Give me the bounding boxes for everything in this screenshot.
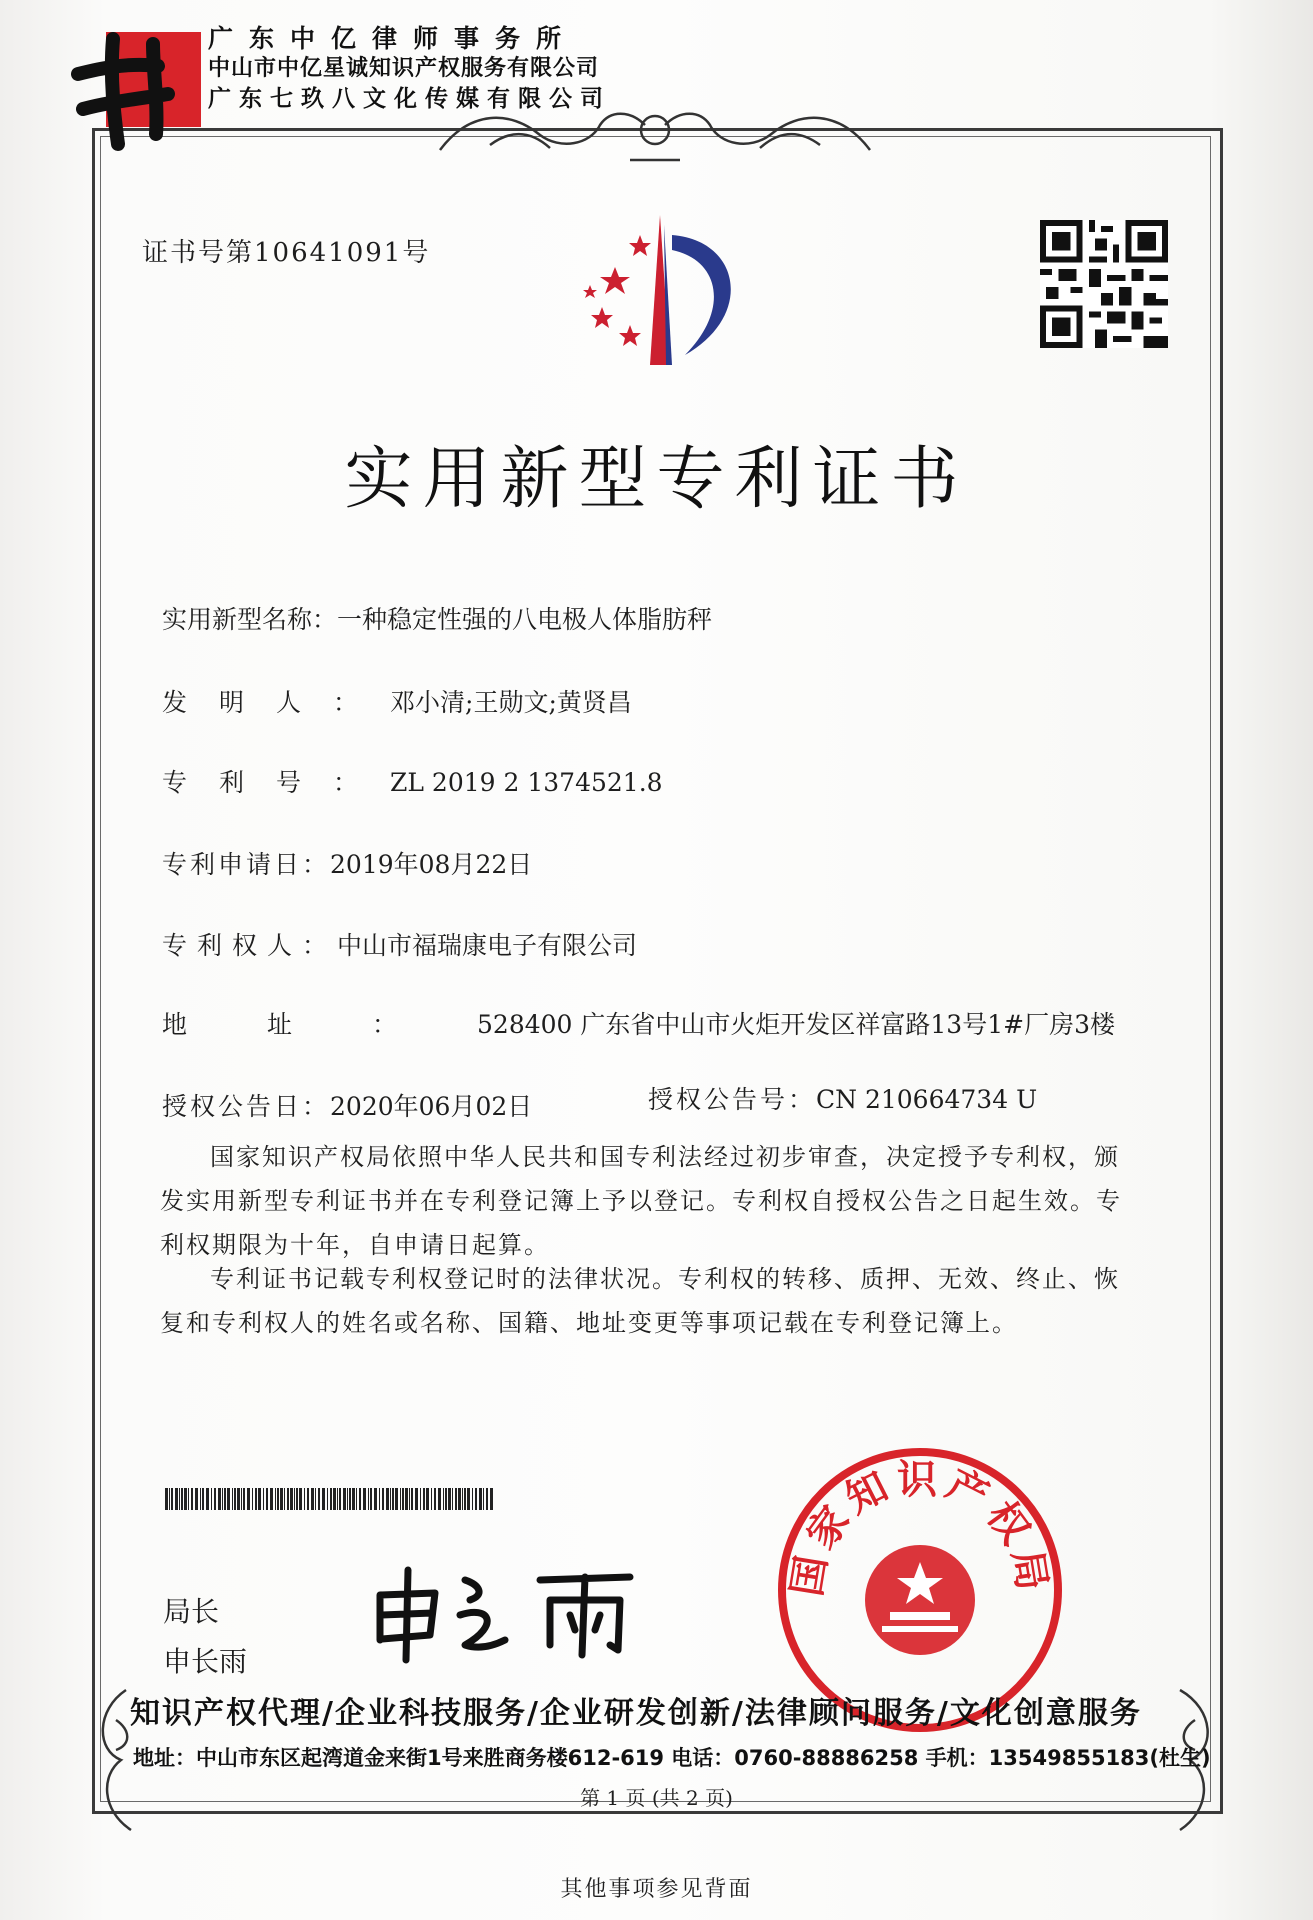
barcode-bar	[423, 1488, 425, 1510]
barcode-bar	[368, 1488, 369, 1510]
barcode-bar	[175, 1488, 178, 1510]
field-label: 地址：	[162, 1010, 478, 1039]
barcode-bar	[409, 1488, 410, 1510]
barcode-bar	[214, 1488, 216, 1510]
barcode-bar	[426, 1488, 429, 1510]
page-title: 实用新型专利证书	[344, 440, 969, 519]
field-inventor	[162, 683, 632, 719]
barcode-bar	[202, 1488, 204, 1510]
barcode-bar	[287, 1488, 289, 1510]
director-title: 局长	[163, 1595, 220, 1628]
barcode-bar	[243, 1488, 245, 1510]
director-name: 申长雨	[163, 1645, 248, 1678]
barcode-bar	[438, 1488, 441, 1510]
barcode-bar	[299, 1488, 302, 1510]
field-label: 授权公告号：	[648, 1085, 817, 1114]
barcode-bar	[290, 1488, 293, 1510]
barcode-bar	[390, 1488, 391, 1510]
barcode-bar	[455, 1488, 457, 1510]
barcode-bar	[206, 1488, 209, 1510]
director-signature-icon	[370, 1555, 670, 1665]
barcode-bar	[382, 1488, 384, 1510]
barcode-bar	[188, 1488, 189, 1510]
agency-logo-icon	[58, 14, 208, 154]
barcode-bar	[224, 1488, 226, 1510]
barcode-bar	[402, 1488, 404, 1510]
barcode-bar	[304, 1488, 305, 1510]
field-value: 2019年08月22日	[330, 850, 533, 879]
barcode-bar	[363, 1488, 366, 1510]
barcode-bar	[405, 1488, 408, 1510]
barcode-bar	[294, 1488, 295, 1510]
field-label: 实用新型名称：	[162, 605, 338, 634]
field-value: 2020年06月02日	[330, 1092, 533, 1121]
field-label: 专利申请日：	[162, 850, 331, 879]
cnipa-emblem-icon	[560, 205, 760, 375]
barcode-bar	[472, 1488, 473, 1510]
barcode-bar	[420, 1488, 421, 1510]
barcode-bar	[339, 1488, 341, 1510]
field-patentee	[162, 926, 637, 962]
barcode-bar	[458, 1488, 461, 1510]
field-value: 邓小清;王勋文;黄贤昌	[390, 688, 632, 717]
barcode-bar	[411, 1488, 413, 1510]
barcode-bar	[464, 1488, 466, 1510]
barcode-bar	[443, 1488, 444, 1510]
barcode-bar	[370, 1488, 372, 1510]
barcode-bar	[181, 1488, 183, 1510]
field-label: 授权公告日：	[162, 1092, 331, 1121]
barcode-bar	[237, 1488, 240, 1510]
barcode-bar	[307, 1488, 309, 1510]
barcode-bar	[318, 1488, 320, 1510]
barcode-bar	[277, 1488, 279, 1510]
barcode-bar	[392, 1488, 394, 1510]
field-patent-number	[162, 763, 663, 799]
barcode-bar	[462, 1488, 463, 1510]
body-paragraph-2: 专利证书记载专利权登记时的法律状况。专利权的转移、质押、无效、终止、恢复和专利权人的姓名或名称、国籍、地址变更等事项记载在专利登记簿上。	[160, 1265, 1120, 1337]
field-label: 专利号：	[162, 768, 391, 797]
barcode-bar	[337, 1488, 338, 1510]
barcode-bar	[483, 1488, 484, 1510]
barcode-bar	[374, 1488, 377, 1510]
barcode-bar	[284, 1488, 285, 1510]
field-label: 发明人：	[162, 688, 391, 717]
barcode-bar	[218, 1488, 221, 1510]
back-note: 其他事项参见背面	[560, 1877, 753, 1902]
certificate-number: 证书号第10641091号	[142, 238, 431, 268]
barcode-bar	[467, 1488, 470, 1510]
barcode-bar	[169, 1488, 170, 1510]
agency-contact-line: 地址：中山市东区起湾道金来街1号来胜商务楼612-619 电话：0760-88886258 手机：13549855183(杜生)	[133, 1746, 1211, 1770]
barcode-bar	[263, 1488, 264, 1510]
barcode-bar	[330, 1488, 332, 1510]
barcode-bar	[227, 1488, 230, 1510]
field-publication-date	[162, 1087, 532, 1123]
field-publication-number	[648, 1080, 1037, 1116]
barcode-bar	[431, 1488, 432, 1510]
barcode-bar	[347, 1488, 348, 1510]
agency-service-banner: 知识产权代理/企业科技服务/企业研发创新/法律顾问服务/文化创意服务	[130, 1696, 1142, 1731]
barcode-bar	[234, 1488, 236, 1510]
page-number: 第 1 页 (共 2 页)	[580, 1786, 733, 1810]
barcode-bar	[195, 1488, 198, 1510]
barcode-bar	[415, 1488, 418, 1510]
barcode-bar	[359, 1488, 361, 1510]
barcode-bar	[211, 1488, 212, 1510]
agency-header	[208, 24, 611, 114]
barcode-bar	[379, 1488, 380, 1510]
barcode-bar	[191, 1488, 193, 1510]
barcode-bar	[349, 1488, 351, 1510]
barcode-bar	[200, 1488, 201, 1510]
barcode-bar	[486, 1488, 488, 1510]
barcode-bar	[275, 1488, 276, 1510]
barcode-bar	[232, 1488, 233, 1510]
barcode-bar	[179, 1488, 180, 1510]
field-address	[162, 1005, 1115, 1041]
barcode-bar	[448, 1488, 451, 1510]
barcode-bar	[171, 1488, 173, 1510]
field-value: 中山市福瑞康电子有限公司	[337, 931, 638, 960]
barcode-bar	[356, 1488, 357, 1510]
barcode-bar	[165, 1488, 168, 1510]
barcode-bar	[222, 1488, 223, 1510]
seal-text: 国家知识产权局	[784, 1456, 1056, 1600]
barcode-bar	[311, 1488, 314, 1510]
qr-code-icon	[1040, 220, 1168, 348]
barcode-bar	[322, 1488, 325, 1510]
barcode-bar	[343, 1488, 346, 1510]
barcode-bar	[247, 1488, 250, 1510]
barcode-bar	[327, 1488, 328, 1510]
barcode-bar	[445, 1488, 447, 1510]
barcode-bar	[280, 1488, 283, 1510]
barcode-bar	[241, 1488, 242, 1510]
agency-line-2: 中山市中亿星诚知识产权服务有限公司	[208, 56, 600, 81]
field-value: 一种稳定性强的八电极人体脂肪秤	[337, 605, 713, 634]
field-application-date	[162, 845, 532, 881]
barcode-bar	[434, 1488, 436, 1510]
barcode-bar	[490, 1488, 493, 1510]
barcode-bar	[400, 1488, 401, 1510]
barcode-icon	[165, 1488, 495, 1510]
field-value: CN 210664734 U	[816, 1085, 1038, 1114]
barcode-bar	[296, 1488, 298, 1510]
barcode-bar	[184, 1488, 187, 1510]
field-value: 528400 广东省中山市火炬开发区祥富路13号1#厂房3楼	[477, 1010, 1115, 1039]
field-utility-model-name	[162, 600, 712, 636]
barcode-bar	[270, 1488, 273, 1510]
barcode-bar	[333, 1488, 336, 1510]
barcode-bar	[266, 1488, 268, 1510]
barcode-bar	[255, 1488, 257, 1510]
barcode-bar	[395, 1488, 398, 1510]
field-value: ZL 2019 2 1374521.8	[390, 768, 663, 797]
body-paragraph-1: 国家知识产权局依照中华人民共和国专利法经过初步审查，决定授予专利权，颁发实用新型专利证书并在专利登记簿上予以登记。专利权自授权公告之日起生效。专利权期限为十年，自申请日起算。	[160, 1143, 1122, 1259]
barcode-bar	[352, 1488, 355, 1510]
barcode-bar	[386, 1488, 389, 1510]
barcode-bar	[479, 1488, 482, 1510]
barcode-bar	[475, 1488, 477, 1510]
barcode-bar	[252, 1488, 253, 1510]
barcode-bar	[258, 1488, 261, 1510]
barcode-bar	[315, 1488, 316, 1510]
field-label: 专利权人：	[162, 931, 338, 960]
agency-line-1: 广东中亿律师事务所	[208, 24, 578, 53]
barcode-bar	[452, 1488, 453, 1510]
agency-line-3: 广东七玖八文化传媒有限公司	[208, 86, 611, 112]
